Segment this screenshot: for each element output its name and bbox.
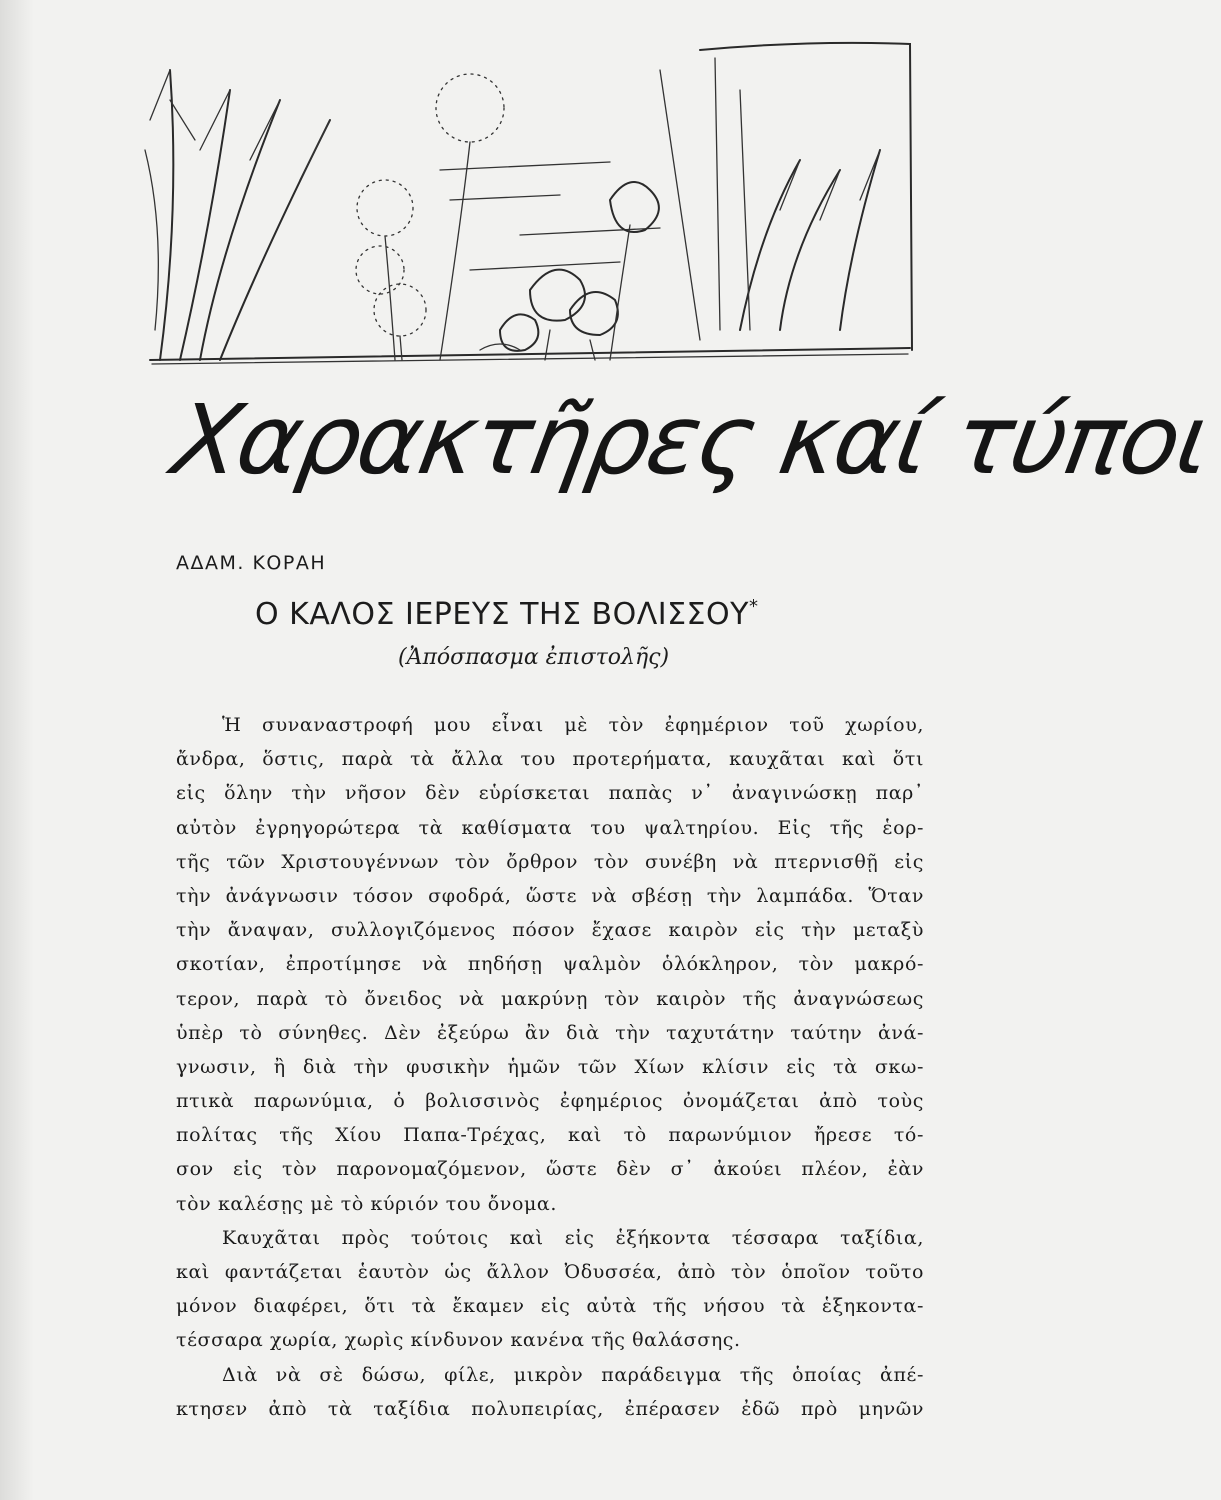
body-line: κτησεν ἀπὸ τὰ ταξίδια πολυπειρίας, ἐπέρασεν ἐδῶ πρὸ μηνῶν xyxy=(176,1397,924,1420)
header-illustration xyxy=(140,30,920,390)
body-line: τὴν ἀνάγνωσιν τόσον σφοδρά, ὥστε νὰ σβέσῃ τὴν λαμπάδα. Ὅταν xyxy=(176,884,924,907)
body-line: τῆς τῶν Χριστουγέννων τὸν ὄρθρον τὸν συνέβη νὰ πτερνισθῇ εἰς xyxy=(176,850,924,873)
body-line: τέσσαρα χωρία, χωρὶς κίνδυνον κανένα τῆς θαλάσσης. xyxy=(176,1329,741,1352)
body-line: μόνον διαφέρει, ὅτι τὰ ἔκαμεν εἰς αὐτὰ τῆς νήσου τὰ ἑξηκοντα- xyxy=(176,1295,924,1318)
body-line: καὶ φαντάζεται ἑαυτὸν ὡς ἄλλον Ὀδυσσέα, ἀπὸ τὸν ὁποῖον τοῦτο xyxy=(176,1261,924,1283)
article-title-text: Ο ΚΑΛΟΣ ΙΕΡΕΥΣ ΤΗΣ ΒΟΛΙΣΣΟΥ xyxy=(255,597,749,632)
body-line: ὑπὲρ τὸ σύνηθες. Δὲν ἐξεύρω ἂν διὰ τὴν ταχυτάτην ταύτην ἀνά- xyxy=(176,1021,924,1044)
body-line: γνωσιν, ἢ διὰ τὴν φυσικὴν ἡμῶν τῶν Χίων κλίσιν εἰς τὰ σκω- xyxy=(176,1055,924,1078)
body-line: τὴν ἄναψαν, συλλογιζόμενος πόσον ἔχασε καιρὸν εἰς τὴν μεταξὺ xyxy=(176,919,924,942)
article-subtitle: (Ἀπόσπασμα ἐπιστολῆς) xyxy=(398,645,670,670)
body-line: σον εἰς τὸν παρονομαζόμενον, ὥστε δὲν σ᾿ ἀκούει πλέον, ἐὰν xyxy=(176,1158,924,1181)
article-title xyxy=(255,596,758,632)
body-line: Καυχᾶται πρὸς τούτοις καὶ εἰς ἑξήκοντα τέσσαρα ταξίδια, xyxy=(222,1226,924,1249)
body-line: εἰς ὅλην τὴν νῆσον δὲν εὑρίσκεται παπὰς ν᾿ ἀναγινώσκῃ παρ᾿ xyxy=(176,782,924,805)
body-line: σκοτίαν, ἐπροτίμησε νὰ πηδήσῃ ψαλμὸν ὁλόκληρον, τὸν μακρό- xyxy=(176,953,924,976)
body-line: ἄνδρα, ὅστις, παρὰ τὰ ἄλλα του προτερήματα, καυχᾶται καὶ ὅτι xyxy=(176,748,924,771)
body-line: τερον, παρὰ τὸ ὄνειδος νὰ μακρύνῃ τὸν καιρὸν τῆς ἀναγνώσεως xyxy=(176,987,924,1010)
banner-title: Χαρακτῆρες καί τύποι xyxy=(165,384,1219,496)
body-line: Ἡ συναναστροφή μου εἶναι μὲ τὸν ἐφημέριον τοῦ χωρίου, xyxy=(222,714,924,736)
body-line: πτικὰ παρωνύμια, ὁ βολισσινὸς ἐφημέριος ὀνομάζεται ἀπὸ τοὺς xyxy=(176,1090,924,1113)
article-body xyxy=(176,708,924,1426)
body-line: τὸν καλέσῃς μὲ τὸ κύριόν του ὄνομα. xyxy=(176,1192,557,1215)
body-line: πολίτας τῆς Χίου Παπα-Τρέχας, καὶ τὸ παρωνύμιον ἤρεσε τό- xyxy=(176,1124,924,1147)
page-edge-shadow xyxy=(0,0,34,1500)
body-line: αὐτὸν ἐγρηγορώτερα τὰ καθίσματα του ψαλτηρίου. Εἰς τῆς ἑορ- xyxy=(176,816,924,839)
body-line: Διὰ νὰ σὲ δώσω, φίλε, μικρὸν παράδειγμα τῆς ὁποίας ἀπέ- xyxy=(222,1363,924,1386)
footnote-mark: * xyxy=(748,596,759,617)
author-name: ΑΔΑΜ. ΚΟΡΑΗ xyxy=(176,552,327,574)
